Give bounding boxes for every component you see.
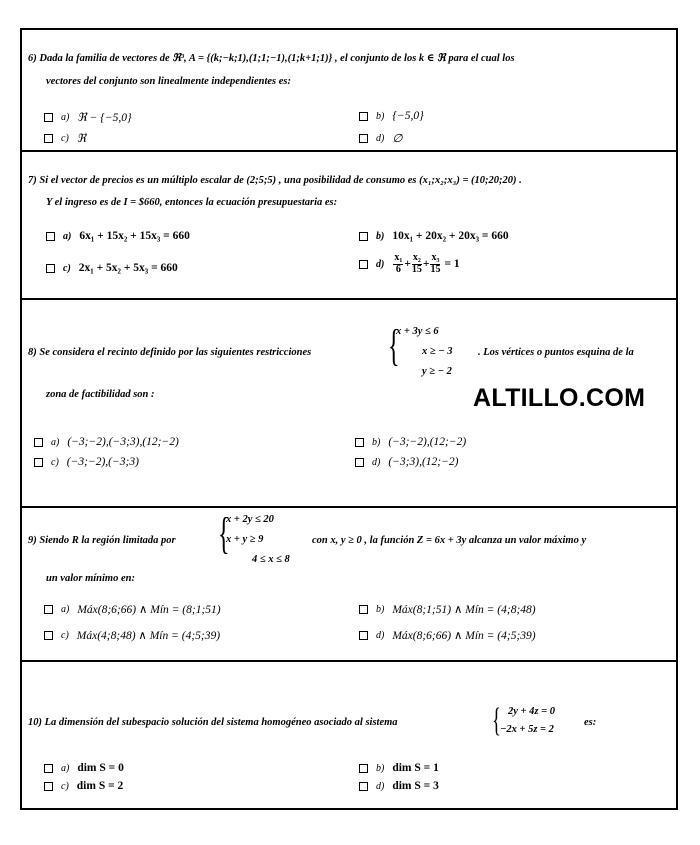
option-text: (−3;−2),(−3;3): [66, 456, 139, 468]
q7-option-d[interactable]: d) $\frac{\text{x₁}}{6}$ + $\frac{\text{x₂}}{15}$ + $\frac{\text{x₃}}{15}$ = 1: [359, 253, 460, 275]
q6-option-d[interactable]: [359, 131, 402, 145]
checkbox[interactable]: [359, 232, 368, 241]
fraction: $\frac{\text{x₂}}{15}$: [411, 252, 422, 275]
option-label: a): [63, 230, 72, 242]
option-label: b): [376, 603, 385, 615]
option-label: d): [376, 629, 385, 641]
q8-stem-after: . Los vértices o puntos esquina de la: [478, 347, 634, 358]
q10-stem-line1: 10) La dimensión del subespacio solución del sistema homogéneo asociado al sistema: [28, 717, 398, 728]
fraction: $\frac{\text{x₃}}{15}$: [430, 252, 441, 275]
checkbox[interactable]: [44, 782, 53, 791]
q9-constraint-system: { x + 2y ≤ 20 x + y ≥ 9 4 ≤ x ≤ 8: [218, 509, 290, 565]
q9-option-c[interactable]: [44, 628, 220, 642]
option-label: b): [376, 230, 385, 242]
fraction: $\frac{\text{x₁}}{6}$: [394, 252, 403, 275]
q9-option-a[interactable]: [44, 602, 221, 616]
option-label: b): [376, 762, 385, 774]
option-text: 10x₁ + 20x₂ + 20x₃ = 660: [392, 230, 509, 242]
question-7: [22, 152, 676, 300]
option-label: d): [376, 132, 385, 144]
option-label: a): [61, 111, 70, 123]
option-text: (−3;−2),(−3;3),(12;−2): [67, 436, 179, 448]
q9-stem-line1: 9) Siendo R la región limitada por: [28, 535, 176, 546]
q6-option-b[interactable]: [359, 110, 424, 122]
q10-option-a[interactable]: [44, 762, 124, 774]
brace: {: [218, 509, 230, 558]
q9-stem-line2: un valor mínimo en:: [46, 573, 135, 584]
checkbox[interactable]: [44, 605, 53, 614]
q6-option-c[interactable]: [44, 131, 86, 145]
q9-option-d[interactable]: [359, 628, 536, 642]
q7-stem-line1: 7) Si el vector de precios es un múltiplo escalar de (2;5;5) , una posibilidad de consumo es (x₁;x₂;x₃) = (10;20;20) .: [28, 175, 522, 186]
option-label: a): [51, 436, 60, 448]
option-text: (−3;3),(12;−2): [388, 456, 459, 468]
checkbox[interactable]: [44, 764, 53, 773]
option-text: dim S = 1: [392, 762, 439, 774]
brace: {: [492, 702, 501, 739]
q7-option-b[interactable]: [359, 230, 509, 242]
q6-option-a[interactable]: [44, 110, 132, 124]
q10-equation-system: { 2y + 4z = 0 −2x + 5z = 2: [492, 702, 555, 739]
q8-option-d[interactable]: [355, 456, 458, 468]
q7-option-c[interactable]: [46, 262, 178, 274]
option-text: ℜ − {−5,0}: [77, 112, 132, 124]
q6-stem-line2: vectores del conjunto son linealmente independientes es:: [46, 76, 291, 87]
option-text: ∅: [392, 133, 403, 145]
q10-stem-after: es:: [584, 717, 597, 728]
option-text: 2x₁ + 5x₂ + 5x₃ = 660: [78, 262, 178, 274]
q8-option-b[interactable]: [355, 436, 466, 448]
option-text: 6x₁ + 15x₂ + 15x₃ = 660: [79, 230, 190, 242]
q7-option-a[interactable]: [46, 230, 190, 242]
checkbox[interactable]: [359, 764, 368, 773]
option-rhs: = 1: [444, 258, 460, 270]
q9-option-b[interactable]: [359, 602, 536, 616]
checkbox[interactable]: [44, 113, 53, 122]
option-text: Máx(8;1;51) ∧ Mín = (4;8;48): [392, 604, 536, 616]
option-label: a): [61, 762, 70, 774]
checkbox[interactable]: [359, 605, 368, 614]
option-label: d): [372, 456, 381, 468]
q8-constraint-system: { x + 3y ≤ 6 x ≥ − 3 y ≥ − 2: [388, 321, 453, 377]
checkbox[interactable]: [44, 631, 53, 640]
brace: {: [388, 321, 400, 370]
checkbox[interactable]: [359, 631, 368, 640]
q10-option-b[interactable]: [359, 762, 439, 774]
q8-option-c[interactable]: [34, 456, 139, 468]
option-label: b): [376, 110, 385, 122]
q7-stem-line2: Y el ingreso es de I = $660, entonces la ecuación presupuestaria es:: [46, 197, 338, 208]
q6-stem-line1: 6) Dada la familia de vectores de ℜ³, A = {(k;−k;1),(1;1;−1),(1;k+1;1)} , el conjunto de los k ∈ ℜ para el cual los: [28, 53, 515, 64]
checkbox[interactable]: [359, 260, 368, 269]
option-label: b): [372, 436, 381, 448]
question-6: [22, 30, 676, 152]
option-label: c): [61, 780, 69, 792]
option-text: ℜ: [76, 133, 87, 145]
option-text: Máx(4;8;48) ∧ Mín = (4;5;39): [76, 630, 221, 642]
checkbox[interactable]: [359, 134, 368, 143]
q8-stem-line1: 8) Se considera el recinto definido por las siguientes restricciones: [28, 347, 312, 358]
option-text: dim S = 3: [392, 780, 439, 792]
option-label: c): [51, 456, 59, 468]
option-text: (−3;−2),(12;−2): [388, 436, 467, 448]
option-text: dim S = 2: [76, 780, 124, 792]
q9-stem-after: con x, y ≥ 0 , la función Z = 6x + 3y alcanza un valor máximo y: [312, 535, 587, 546]
option-label: a): [61, 603, 70, 615]
q10-option-c[interactable]: [44, 780, 123, 792]
checkbox[interactable]: [355, 438, 364, 447]
q8-stem-line2: zona de factibilidad son :: [46, 389, 155, 400]
question-10: [22, 662, 676, 810]
checkbox[interactable]: [34, 458, 43, 467]
q10-option-d[interactable]: [359, 780, 439, 792]
question-9: [22, 508, 676, 662]
option-text: {−5,0}: [392, 110, 424, 122]
checkbox[interactable]: [46, 232, 55, 241]
checkbox[interactable]: [44, 134, 53, 143]
checkbox[interactable]: [34, 438, 43, 447]
option-text: Máx(8;6;66) ∧ Mín = (4;5;39): [392, 630, 536, 642]
option-label: c): [63, 262, 71, 274]
option-text: Máx(8;6;66) ∧ Mín = (8;1;51): [77, 604, 221, 616]
option-label: c): [61, 629, 69, 641]
checkbox[interactable]: [46, 264, 55, 273]
option-label: c): [61, 132, 69, 144]
option-text: dim S = 0: [77, 762, 124, 774]
checkbox[interactable]: [359, 112, 368, 121]
q8-option-a[interactable]: [34, 436, 179, 448]
checkbox[interactable]: [355, 458, 364, 467]
option-label: d): [376, 780, 385, 792]
checkbox[interactable]: [359, 782, 368, 791]
option-label: d): [376, 258, 385, 270]
watermark: ALTILLO.COM: [473, 384, 646, 412]
exam-sheet: [20, 28, 678, 810]
